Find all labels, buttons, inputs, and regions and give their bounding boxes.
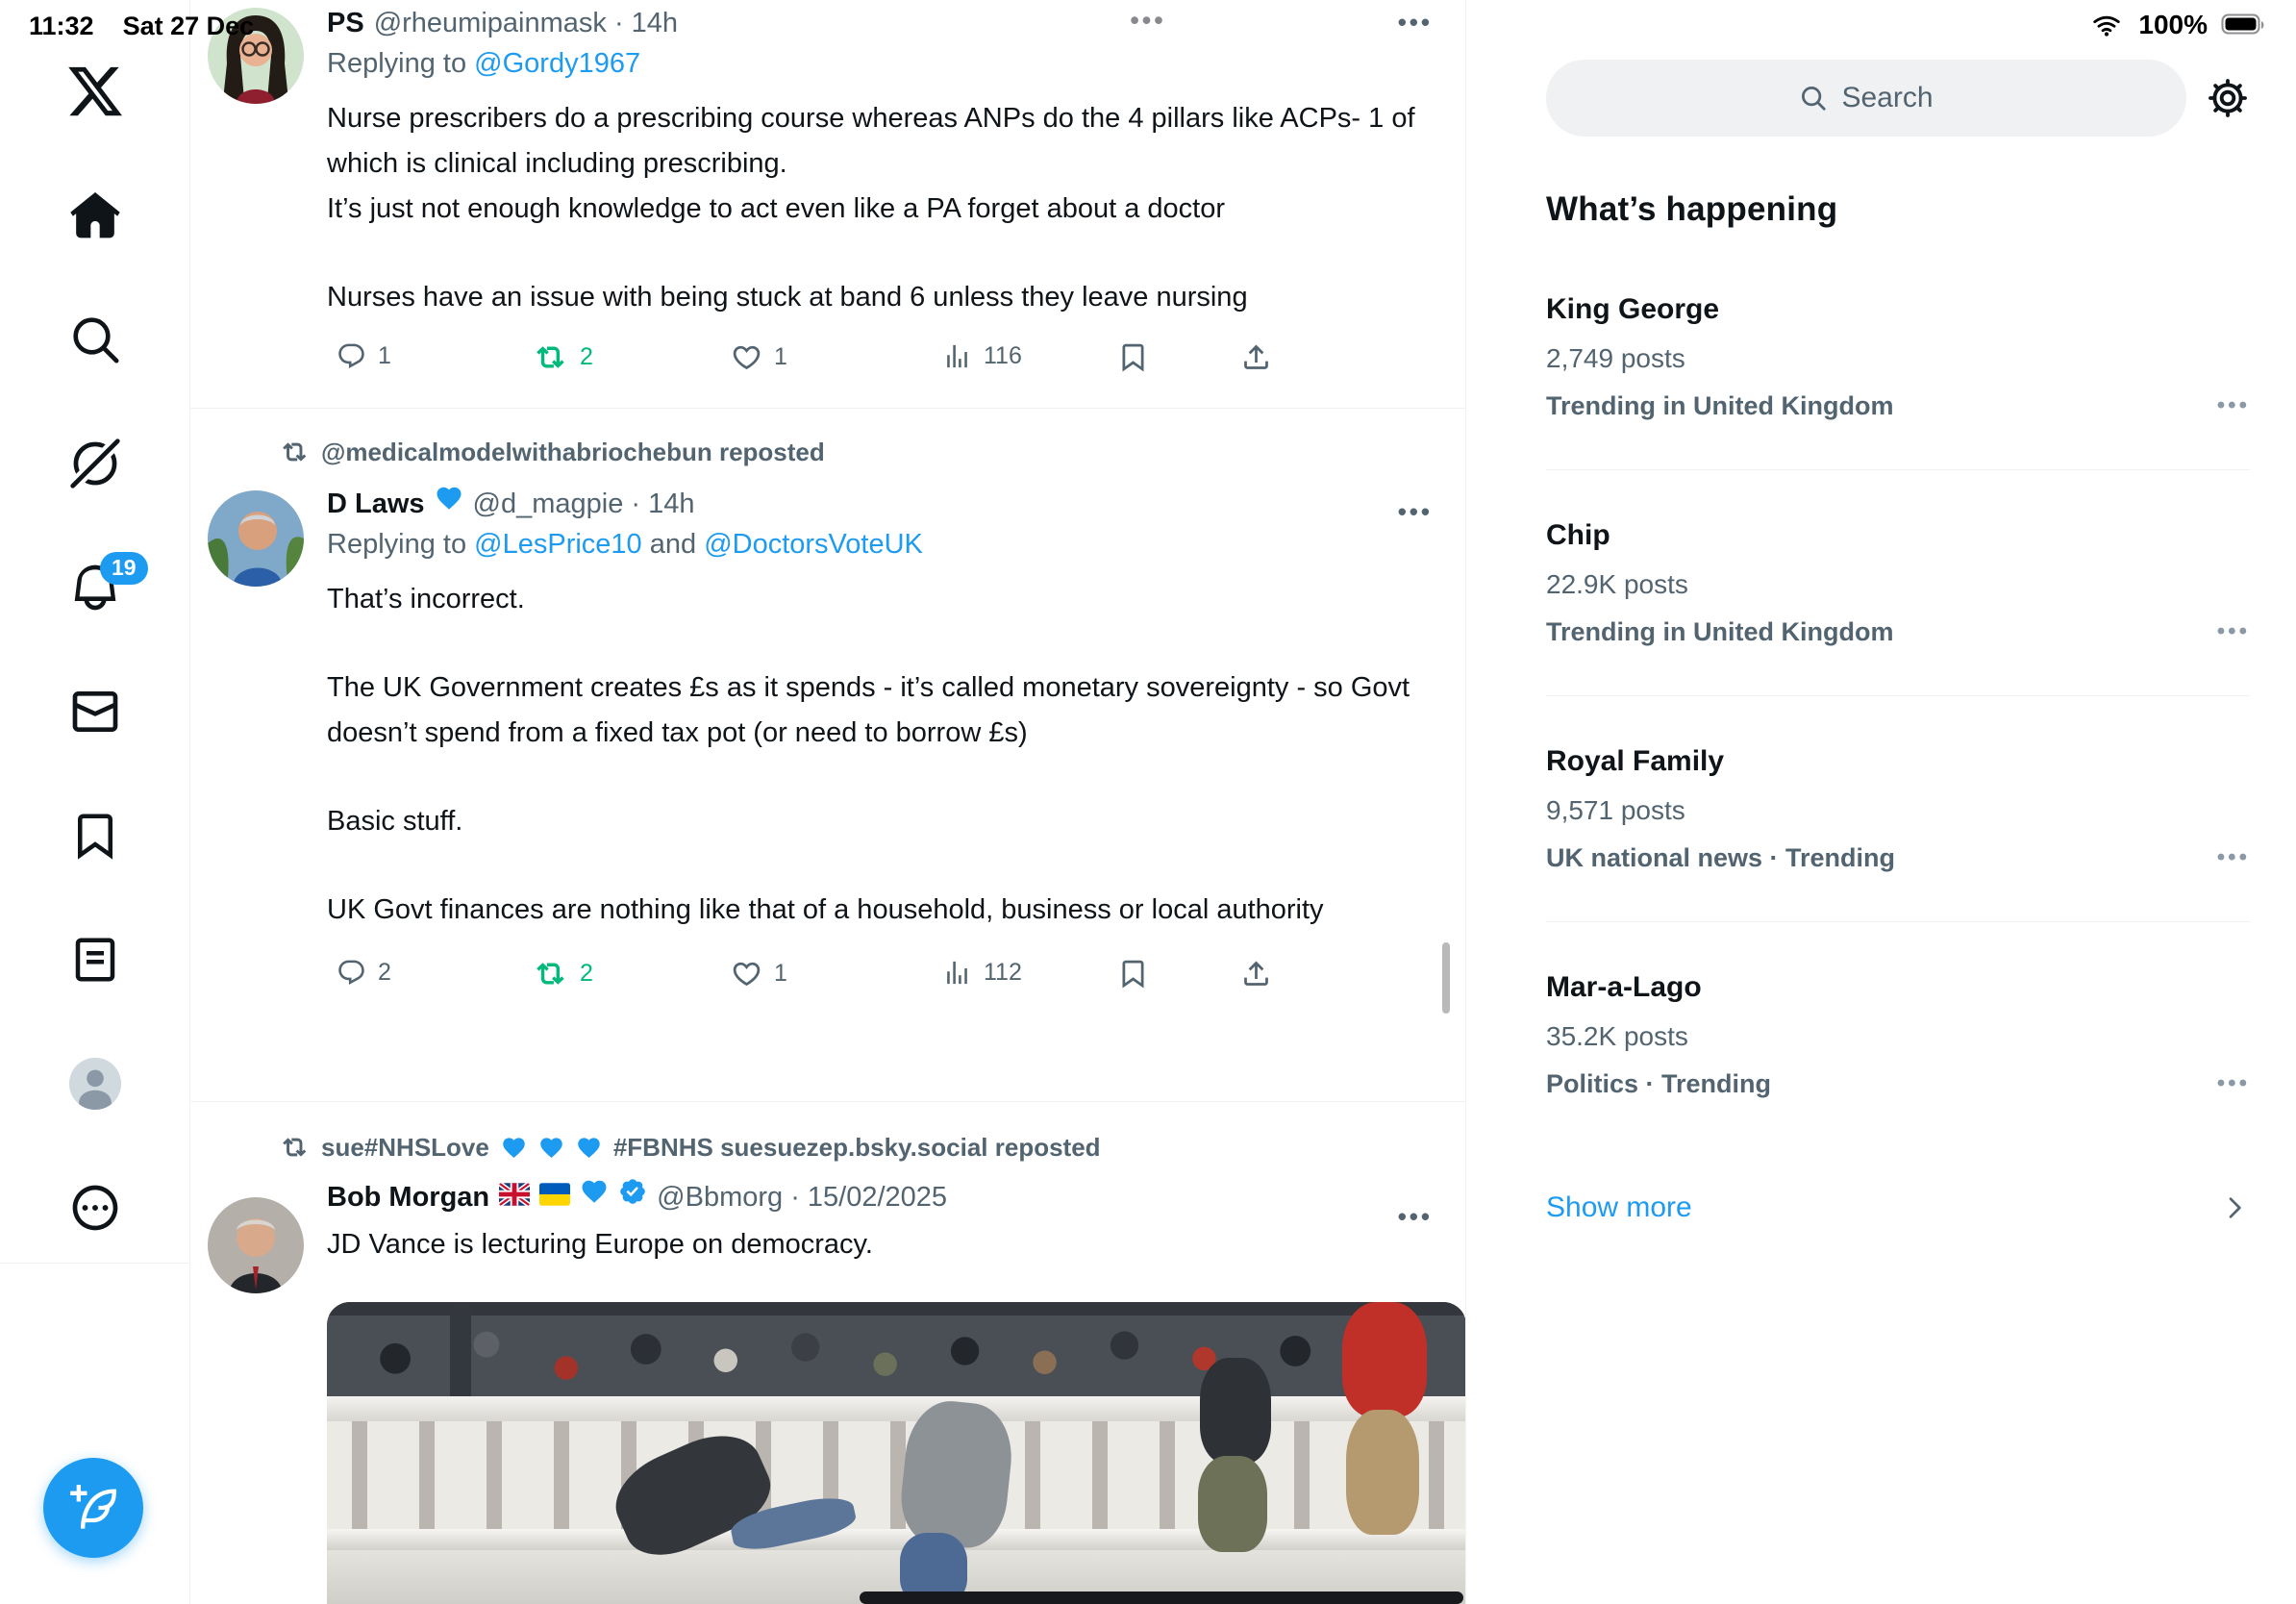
video-progress-bar[interactable] <box>860 1591 1463 1604</box>
replying-to-line <box>327 527 1427 562</box>
handle-and-time[interactable]: @rheumipainmask · 14h <box>373 8 679 38</box>
tweet-paragraph: That’s incorrect. <box>327 584 525 614</box>
grok-icon <box>68 437 122 490</box>
reply-button[interactable] <box>337 341 391 371</box>
tweet-paragraph: Nurse prescribers do a prescribing course whereas ANPs do the 4 pillars like ACPs- 1 of which is clinical including prescribing. <box>327 103 1415 179</box>
tweet-paragraph: UK Govt finances are nothing like that of a household, business or local authority <box>327 894 1324 925</box>
trend-more-button[interactable]: ••• <box>2216 618 2250 644</box>
trend-item[interactable] <box>1546 470 2250 696</box>
blue-heart-emoji <box>435 484 463 513</box>
tweet-more-button[interactable]: ••• <box>1397 8 1433 37</box>
nav-messages[interactable] <box>0 649 189 773</box>
trend-title: Chip <box>1546 519 1610 551</box>
search-icon <box>68 313 122 366</box>
replying-prefix: Replying to <box>327 48 475 79</box>
compose-button[interactable] <box>43 1458 143 1558</box>
date: Sat 27 Dec <box>122 12 255 40</box>
search-placeholder: Search <box>1841 82 1934 113</box>
photo-cornice <box>327 1396 1465 1421</box>
status-bar-left <box>29 12 254 41</box>
notification-badge: 19 <box>100 552 148 585</box>
views-button[interactable] <box>942 958 1022 988</box>
display-name[interactable]: PS <box>327 8 364 38</box>
blue-heart-emoji <box>576 1135 602 1161</box>
tweet-paragraph: JD Vance is lecturing Europe on democracy. <box>327 1229 873 1260</box>
tweet-paragraph: Basic stuff. <box>327 806 463 837</box>
profile-avatar-placeholder <box>69 1058 121 1110</box>
trend-more-button[interactable]: ••• <box>2216 1070 2250 1096</box>
photo-lamp-post <box>450 1302 471 1402</box>
tweet[interactable] <box>190 1102 1465 1604</box>
repost-icon <box>283 439 310 465</box>
tweet-actions <box>327 958 1427 1002</box>
battery-icon <box>2221 13 2269 38</box>
battery-percent: 100% <box>2138 10 2208 39</box>
status-bar-right <box>2088 10 2269 40</box>
trend-post-count: 22.9K posts <box>1546 569 1688 599</box>
bookmark-button[interactable] <box>1117 341 1149 373</box>
uk-flag-emoji <box>499 1183 530 1206</box>
nav-bookmarks[interactable] <box>0 773 189 897</box>
timeline-scrollbar[interactable] <box>1442 942 1450 1014</box>
trend-title: King George <box>1546 293 1720 325</box>
nav-more[interactable] <box>0 1145 189 1269</box>
trend-item[interactable] <box>1546 922 2250 1147</box>
show-more-row[interactable] <box>1546 1191 2250 1224</box>
trend-post-count: 35.2K posts <box>1546 1021 1688 1051</box>
avatar[interactable] <box>208 1197 304 1293</box>
tweet-photo[interactable] <box>327 1302 1465 1604</box>
repost-button[interactable] <box>537 958 593 990</box>
tweet-paragraph: Nurses have an issue with being stuck at band 6 unless they leave nursing <box>327 282 1248 313</box>
nav-grok[interactable] <box>0 401 189 525</box>
views-button[interactable] <box>942 341 1022 371</box>
tweet[interactable] <box>190 0 1465 409</box>
trend-more-button[interactable]: ••• <box>2216 392 2250 418</box>
multitask-indicator[interactable]: ••• <box>1130 6 1166 35</box>
handle-and-time[interactable]: @Bbmorg · 15/02/2025 <box>657 1182 948 1213</box>
clock: 11:32 <box>29 12 94 40</box>
replying-link[interactable]: @Gordy1967 <box>474 48 641 79</box>
tweet-more-button[interactable]: ••• <box>1397 497 1433 526</box>
blue-heart-emoji <box>538 1135 564 1161</box>
tweet-paragraph: It’s just not enough knowledge to act even like a PA forget about a doctor <box>327 193 1225 224</box>
reposted-by-text: #FBNHS suesuezep.bsky.social reposted <box>612 1133 1101 1162</box>
chevron-right-icon <box>2219 1192 2250 1223</box>
photo-crowd-band <box>327 1302 1465 1396</box>
mail-icon <box>68 685 122 739</box>
repost-icon <box>283 1134 310 1161</box>
photo-figure <box>1346 1410 1419 1535</box>
share-button[interactable] <box>1240 341 1272 373</box>
tweet-body <box>327 1222 1427 1267</box>
nav-home[interactable] <box>0 153 189 277</box>
repost-button[interactable] <box>537 341 593 373</box>
nav-profile[interactable] <box>0 1021 189 1145</box>
replying-link[interactable]: @LesPrice10 <box>474 529 642 560</box>
reposted-by-text: sue#NHSLove <box>321 1133 489 1162</box>
photo-balustrade <box>327 1421 1465 1529</box>
trend-context: Trending in United Kingdom <box>1546 391 1894 420</box>
tweet-body <box>327 96 1427 320</box>
trend-post-count: 9,571 posts <box>1546 795 1685 825</box>
replying-link[interactable]: @DoctorsVoteUK <box>704 529 923 560</box>
trend-item[interactable] <box>1546 696 2250 922</box>
display-name[interactable]: Bob Morgan <box>327 1182 490 1213</box>
settings-gear-icon[interactable] <box>2206 76 2250 120</box>
views-count: 112 <box>984 959 1022 986</box>
reposted-by-line[interactable] <box>283 1131 1427 1164</box>
tweet-more-button[interactable]: ••• <box>1397 1202 1433 1231</box>
trends-list <box>1546 244 2250 1147</box>
more-circle-icon <box>68 1181 122 1235</box>
photo-figure <box>1198 1456 1267 1552</box>
bookmark-button[interactable] <box>1117 958 1149 990</box>
trend-context: UK national news · Trending <box>1546 843 1896 872</box>
trend-item[interactable] <box>1546 244 2250 470</box>
search-input[interactable] <box>1546 60 2186 137</box>
like-count: 1 <box>774 960 787 987</box>
timeline <box>189 0 1466 1604</box>
bookmark-icon <box>69 810 121 862</box>
nav-x-logo[interactable] <box>0 29 189 153</box>
views-count: 116 <box>984 342 1022 369</box>
trend-post-count: 2,749 posts <box>1546 343 1685 373</box>
reposted-by-text: @medicalmodelwithabriochebun reposted <box>321 438 825 466</box>
tweet-actions <box>327 341 1427 386</box>
reply-count: 2 <box>378 959 391 986</box>
share-button[interactable] <box>1240 958 1272 990</box>
reply-button[interactable] <box>337 958 391 988</box>
handle-and-time[interactable]: @d_magpie · 14h <box>472 489 695 519</box>
trend-title: Royal Family <box>1546 745 1725 777</box>
replying-to-line <box>327 46 1427 81</box>
avatar[interactable] <box>208 490 304 587</box>
trend-context: Trending in United Kingdom <box>1546 617 1894 646</box>
whats-happening-heading: What’s happening <box>1546 190 1838 228</box>
replying-prefix: Replying to <box>327 529 475 560</box>
trend-title: Mar-a-Lago <box>1546 971 1702 1003</box>
display-name[interactable]: D Laws <box>327 489 425 519</box>
nav-search[interactable] <box>0 277 189 401</box>
photo-ledge <box>327 1529 1465 1550</box>
x-logo-icon <box>65 62 125 121</box>
trend-more-button[interactable]: ••• <box>2216 844 2250 870</box>
photo-figure <box>1342 1302 1427 1417</box>
nav-lists[interactable] <box>0 897 189 1021</box>
nav-bottom-divider <box>0 1263 189 1264</box>
reposted-by-line[interactable] <box>283 436 1427 468</box>
compose-icon <box>68 1483 118 1533</box>
search-icon <box>1799 84 1828 113</box>
left-navigation-rail <box>0 0 189 1604</box>
ukraine-flag-emoji <box>539 1183 570 1206</box>
reply-count: 1 <box>378 342 391 369</box>
tweet[interactable] <box>190 409 1465 1102</box>
nav-notifications[interactable] <box>0 525 189 649</box>
tweet-paragraph: The UK Government creates £s as it spends - it’s called monetary sovereignty - so Govt doesn’t spend from a fixed tax pot (or need to borrow £s) <box>327 672 1410 748</box>
repost-count: 2 <box>580 343 593 370</box>
like-button[interactable] <box>731 958 787 990</box>
right-sidebar <box>1466 0 2296 1604</box>
blue-heart-emoji <box>501 1135 527 1161</box>
home-icon <box>68 188 122 242</box>
show-more-link[interactable]: Show more <box>1546 1191 1692 1223</box>
lists-icon <box>69 934 121 986</box>
blue-heart-emoji <box>580 1177 609 1206</box>
tweet-body <box>327 577 1427 933</box>
like-button[interactable] <box>731 341 787 373</box>
trend-context: Politics · Trending <box>1546 1069 1772 1098</box>
replying-and: and <box>641 529 705 560</box>
repost-count: 2 <box>580 960 593 987</box>
wifi-icon <box>2088 11 2125 39</box>
photo-figure <box>1200 1358 1271 1464</box>
like-count: 1 <box>774 343 787 370</box>
verified-badge-icon <box>618 1177 647 1206</box>
